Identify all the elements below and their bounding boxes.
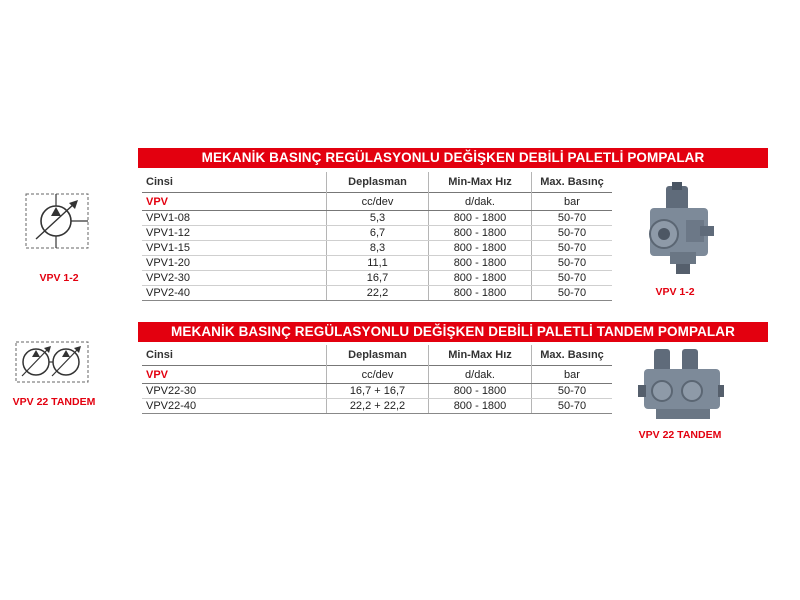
spec-table-vpv [142, 172, 612, 301]
table-row [142, 286, 612, 301]
vpv12-pump-image [630, 182, 720, 277]
speed-cell: 800 - 1800 [429, 256, 532, 271]
speed-cell: 800 - 1800 [429, 211, 532, 226]
speed-cell: 800 - 1800 [429, 271, 532, 286]
speed-cell: 800 - 1800 [429, 226, 532, 241]
speed-cell: 800 - 1800 [429, 399, 532, 414]
table-unit-row [142, 366, 612, 384]
photo-label-vpv22: VPV 22 TANDEM [638, 429, 722, 441]
model-cell: VPV1-08 [142, 211, 327, 226]
model-cell: VPV22-30 [142, 384, 327, 399]
section2-title-banner: MEKANİK BASINÇ REGÜLASYONLU DEĞİŞKEN DEBİLİ PALETLİ TANDEM POMPALAR [138, 322, 768, 342]
model-cell: VPV1-15 [142, 241, 327, 256]
model-cell: VPV2-40 [142, 286, 327, 301]
table-row [142, 384, 612, 399]
variable-pump-symbol-icon [22, 190, 94, 252]
header-speed: Min-Max Hız [429, 345, 532, 366]
model-cell: VPV1-20 [142, 256, 327, 271]
table-row [142, 226, 612, 241]
pressure-cell: 50-70 [532, 241, 613, 256]
table-header-row [142, 345, 612, 366]
pressure-cell: 50-70 [532, 286, 613, 301]
model-cell: VPV22-40 [142, 399, 327, 414]
pressure-cell: 50-70 [532, 256, 613, 271]
speed-cell: 800 - 1800 [429, 241, 532, 256]
speed-cell: 800 - 1800 [429, 286, 532, 301]
model-cell: VPV1-12 [142, 226, 327, 241]
header-cinsi: Cinsi [142, 345, 327, 366]
photo-label-vpv12: VPV 1-2 [655, 286, 695, 298]
unit-speed: d/dak. [429, 366, 532, 384]
pressure-cell: 50-70 [532, 226, 613, 241]
header-deplasman: Deplasman [327, 345, 429, 366]
table-row [142, 211, 612, 226]
table-row [142, 256, 612, 271]
series-name: VPV [142, 366, 327, 384]
section1-title-banner: MEKANİK BASINÇ REGÜLASYONLU DEĞİŞKEN DEBİLİ PALETLİ POMPALAR [138, 148, 768, 168]
displacement-cell: 8,3 [327, 241, 429, 256]
speed-cell: 800 - 1800 [429, 384, 532, 399]
table-unit-row [142, 193, 612, 211]
displacement-cell: 5,3 [327, 211, 429, 226]
pressure-cell: 50-70 [532, 384, 613, 399]
displacement-cell: 22,2 [327, 286, 429, 301]
displacement-cell: 16,7 [327, 271, 429, 286]
header-deplasman: Deplasman [327, 172, 429, 193]
unit-speed: d/dak. [429, 193, 532, 211]
unit-displacement: cc/dev [327, 193, 429, 211]
table-row [142, 399, 612, 414]
symbol-label-vpv22: VPV 22 TANDEM [12, 396, 96, 408]
pressure-cell: 50-70 [532, 271, 613, 286]
displacement-cell: 22,2 + 22,2 [327, 399, 429, 414]
vpv22-tandem-pump-image [636, 347, 726, 427]
displacement-cell: 11,1 [327, 256, 429, 271]
pressure-cell: 50-70 [532, 211, 613, 226]
unit-pressure: bar [532, 366, 613, 384]
series-name: VPV [142, 193, 327, 211]
displacement-cell: 6,7 [327, 226, 429, 241]
unit-pressure: bar [532, 193, 613, 211]
header-pressure: Max. Basınç [540, 349, 604, 361]
spec-table-vpv-tandem [142, 345, 612, 414]
unit-displacement: cc/dev [327, 366, 429, 384]
table-header-row [142, 172, 612, 193]
model-cell: VPV2-30 [142, 271, 327, 286]
header-cinsi: Cinsi [142, 172, 327, 193]
symbol-label-vpv12: VPV 1-2 [39, 272, 79, 284]
header-pressure: Max. Basınç [540, 176, 604, 188]
header-speed: Min-Max Hız [429, 172, 532, 193]
pressure-cell: 50-70 [532, 399, 613, 414]
displacement-cell: 16,7 + 16,7 [327, 384, 429, 399]
table-row [142, 271, 612, 286]
tandem-pump-symbol-icon [14, 340, 90, 384]
table-row [142, 241, 612, 256]
